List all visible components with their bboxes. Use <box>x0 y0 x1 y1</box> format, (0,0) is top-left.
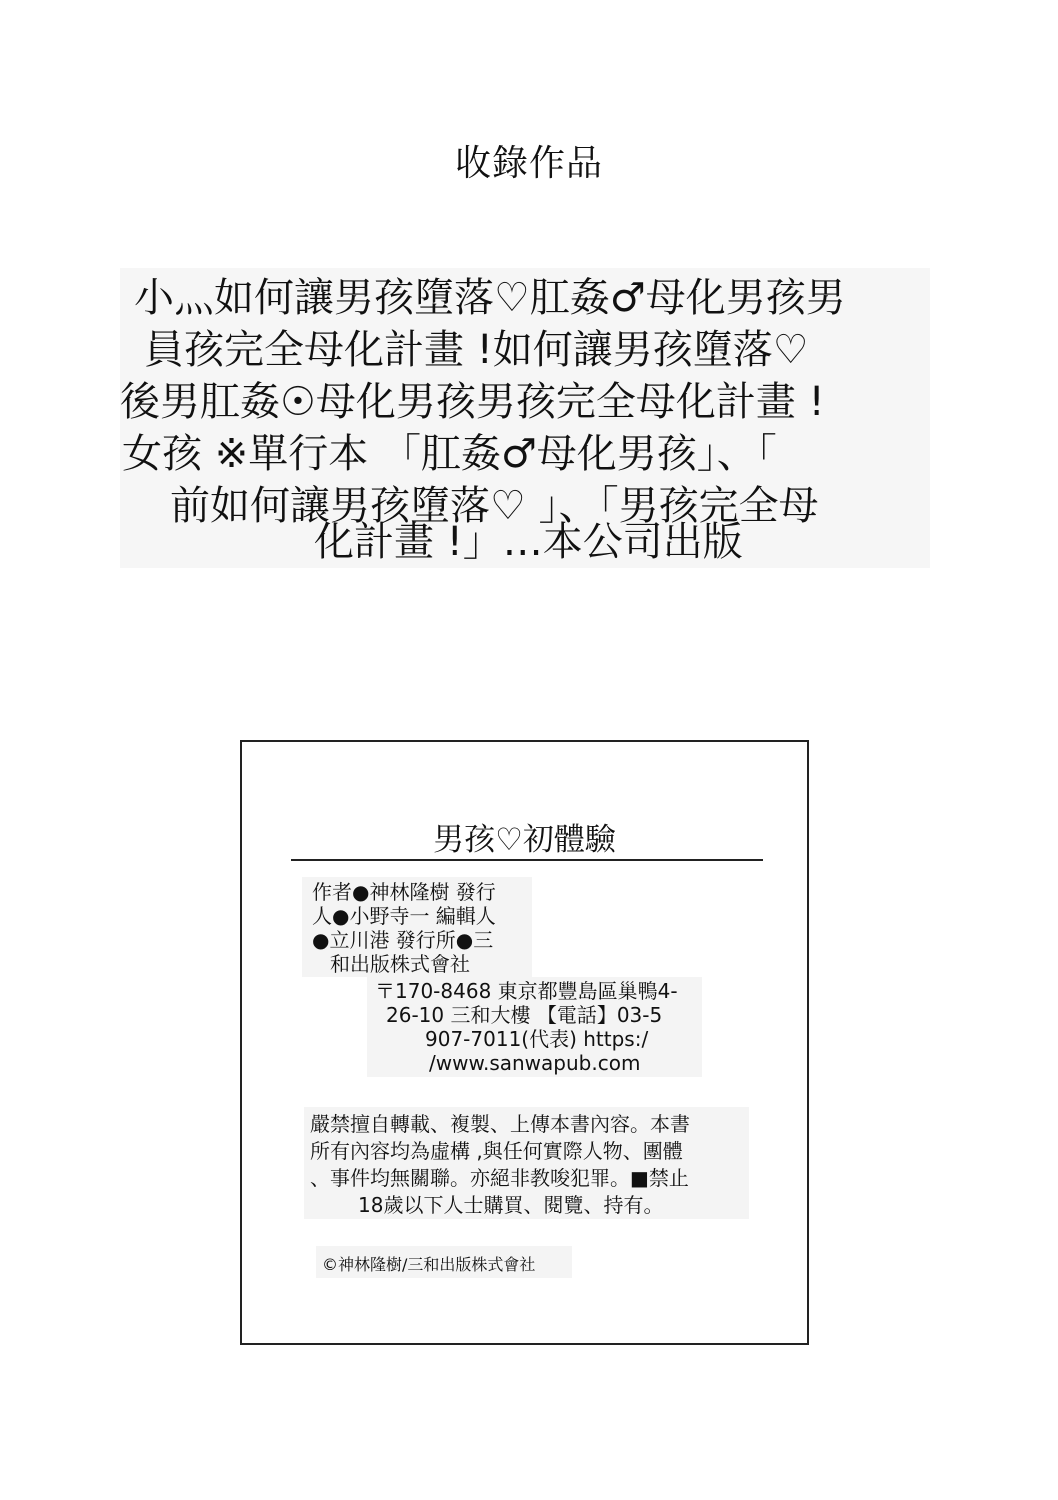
notice-line: 所有內容均為虛構 ,與任何實際人物、團體 <box>310 1139 683 1163</box>
notice-line: 、事件均無關聯。亦絕非教唆犯罪。■禁止 <box>310 1166 689 1190</box>
copyright-notice: ©神林隆樹/三和出版株式會社 <box>322 1255 536 1274</box>
contents-line: 化計畫 !」…本公司出版 <box>314 519 743 565</box>
contents-line: 前如何讓男孩墮落♡ 」、「男孩完全母 <box>170 483 819 529</box>
contents-line: 小灬如何讓男孩墮落♡肛姦♂母化男孩男 <box>134 275 846 321</box>
address-line: /www.sanwapub.com <box>429 1051 641 1075</box>
address-line: 〒170-8468 東京都豐島區巢鴨4- <box>375 979 678 1003</box>
book-title: 男孩♡初體驗 <box>433 822 616 858</box>
address-line: 907-7011(代表) https:/ <box>425 1027 649 1051</box>
credit-line: 人●小野寺一 編輯人 <box>312 904 496 928</box>
contents-list <box>120 268 930 568</box>
credit-line: ●立川港 發行所●三 <box>312 928 494 952</box>
title-divider <box>291 859 763 861</box>
section-heading: 收錄作品 <box>454 143 603 184</box>
contents-line: 女孩 ※單行本 「肛姦♂母化男孩」、「 <box>122 431 777 477</box>
notice-line: 嚴禁擅自轉載、複製、上傳本書內容。本書 <box>310 1112 690 1136</box>
contents-line: 後男肛姦☉母化男孩男孩完全母化計畫 ! <box>120 379 825 425</box>
colophon-box <box>240 740 809 1345</box>
notice-line: 18歲以下人士購買、閱覽、持有。 <box>358 1193 664 1217</box>
address-line: 26-10 三和大樓 【電話】03-5 <box>386 1003 663 1027</box>
credit-line: 作者●神林隆樹 發行 <box>312 880 496 904</box>
contents-line: 員孩完全母化計畫 !如何讓男孩墮落♡ <box>144 327 809 373</box>
credit-line: 和出版株式會社 <box>330 952 470 976</box>
